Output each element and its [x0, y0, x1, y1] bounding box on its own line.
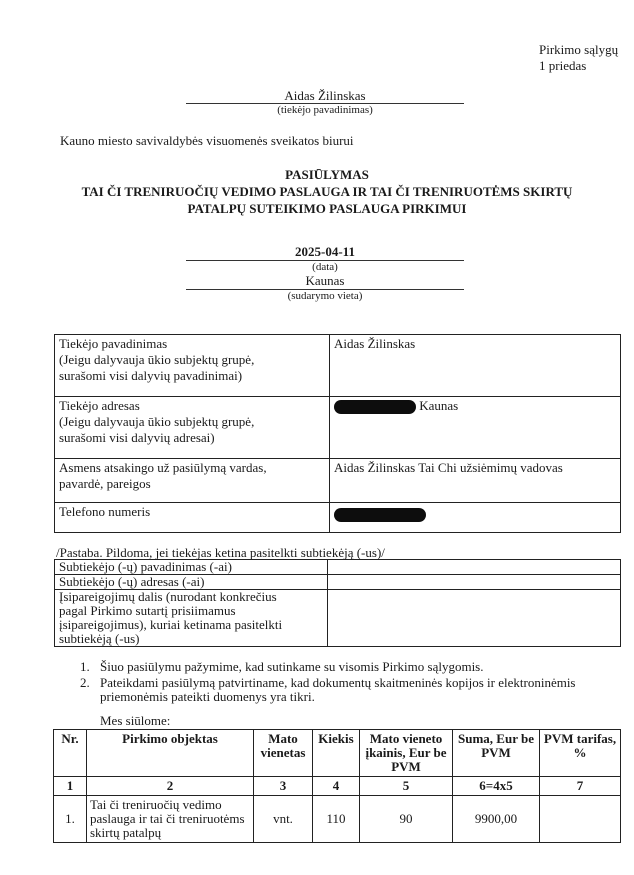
column-header: Kiekis	[313, 730, 360, 777]
annex-line-2: 1 priedas	[539, 58, 587, 73]
column-header: Mato vieneto įkainis, Eur be PVM	[360, 730, 453, 777]
info-label	[55, 503, 330, 533]
subcontractor-table	[54, 559, 621, 647]
sub-row-name	[55, 560, 621, 575]
date-caption: (data)	[312, 261, 338, 273]
label-line: pavardė, pareigos	[59, 476, 151, 491]
sub-row-obligations	[55, 590, 621, 647]
info-row-name	[55, 335, 621, 397]
annex-reference	[539, 42, 618, 74]
info-label	[55, 397, 330, 459]
row-object: Tai či treniruočių vedimo paslauga ir tai či treniruotėms skirtų patalpų	[87, 796, 254, 843]
index-cell: 5	[360, 777, 453, 796]
sub-label	[55, 590, 328, 647]
supplier-name-caption: (tiekėjo pavadinimas)	[277, 104, 373, 116]
info-label	[55, 459, 330, 503]
label-line: (Jeigu dalyvauja ūkio subjektų grupė,	[59, 352, 255, 367]
offer-label: Mes siūlome:	[100, 713, 171, 728]
column-header: Suma, Eur be PVM	[453, 730, 540, 777]
info-value	[330, 503, 621, 533]
sub-row-address	[55, 575, 621, 590]
sub-value	[328, 560, 621, 575]
title-line-1: PASIŪLYMAS	[285, 167, 369, 182]
info-value	[330, 335, 621, 397]
price-table	[53, 729, 621, 843]
list-item-text: Pateikdami pasiūlymą patvirtiname, kad dokumentų skaitmeninės kopijos ir elektroninėmis priemonėmis pateikti duomenys yra tikri.	[100, 675, 576, 704]
table-row	[54, 796, 621, 843]
price-table-index-row	[54, 777, 621, 796]
info-value	[330, 459, 621, 503]
title-line-3: PATALPŲ SUTEIKIMO PASLAUGA PIRKIMUI	[187, 201, 467, 216]
info-value	[330, 397, 621, 459]
sub-label	[55, 575, 328, 590]
label-line: surašomi visi dalyvių pavadinimai)	[59, 368, 243, 383]
row-vat	[540, 796, 621, 843]
label-line: pagal Pirkimo sutartį prisiimamus	[59, 603, 236, 618]
info-row-address	[55, 397, 621, 459]
index-cell: 6=4x5	[453, 777, 540, 796]
contact-person-value: Aidas Žilinskas Tai Chi užsiėmimų vadovas	[334, 460, 563, 475]
index-cell: 4	[313, 777, 360, 796]
list-item-number: 1.	[80, 659, 90, 674]
place-value: Kaunas	[305, 273, 345, 288]
subcontractor-note: /Pastaba. Pildoma, jei tiekėjas ketina pasitelkti subtiekėją (-us)/	[56, 545, 385, 560]
index-cell: 7	[540, 777, 621, 796]
info-row-phone	[55, 503, 621, 533]
label-line: (Jeigu dalyvauja ūkio subjektų grupė,	[59, 414, 255, 429]
info-row-contact	[55, 459, 621, 503]
label-line: Asmens atsakingo už pasiūlymą vardas,	[59, 460, 267, 475]
document-title	[40, 166, 614, 217]
date-value: 2025-04-11	[295, 244, 355, 259]
sub-value	[328, 590, 621, 647]
row-unit-price: 90	[360, 796, 453, 843]
label-line: Tiekėjo pavadinimas	[59, 336, 168, 351]
recipient-line: Kauno miesto savivaldybės visuomenės sveikatos biurui	[60, 133, 354, 148]
info-label	[55, 335, 330, 397]
index-cell: 2	[87, 777, 254, 796]
label-line: Subtiekėjo (-ų) adresas (-ai)	[59, 574, 205, 589]
label-line: subtiekėją (-us)	[59, 631, 140, 646]
column-header: PVM tarifas, %	[540, 730, 621, 777]
sub-value	[328, 575, 621, 590]
row-number: 1.	[54, 796, 87, 843]
list-item-number: 2.	[80, 675, 90, 690]
list-item-text: Šiuo pasiūlymu pažymime, kad sutinkame su visomis Pirkimo sąlygomis.	[100, 659, 484, 674]
label-line: Telefono numeris	[59, 504, 151, 519]
annex-line-1: Pirkimo sąlygų	[539, 42, 619, 57]
redaction-mark	[334, 508, 426, 522]
label-line: Įsipareigojimų dalis (nurodant konkrečius	[59, 589, 277, 604]
row-unit: vnt.	[254, 796, 313, 843]
supplier-address-value: Kaunas	[419, 398, 459, 413]
label-line: surašomi visi dalyvių adresai)	[59, 430, 215, 445]
supplier-info-table	[54, 334, 621, 533]
supplier-name: Aidas Žilinskas	[284, 88, 366, 103]
place-caption: (sudarymo vieta)	[287, 290, 363, 302]
column-header: Nr.	[54, 730, 87, 777]
label-line: įsipareigojimus), kuriai ketinama pasitelkti	[59, 617, 283, 632]
list-item	[80, 660, 628, 674]
label-line: Tiekėjo adresas	[59, 398, 140, 413]
redaction-mark	[334, 400, 416, 414]
row-sum: 9900,00	[453, 796, 540, 843]
column-header: Mato vienetas	[254, 730, 313, 777]
statements-list	[80, 660, 628, 706]
list-item	[80, 676, 628, 704]
index-cell: 1	[54, 777, 87, 796]
sub-label	[55, 560, 328, 575]
title-line-2: TAI ČI TRENIRUOČIŲ VEDIMO PASLAUGA IR TAI ČI TRENIRUOTĖMS SKIRTŲ	[81, 184, 573, 199]
supplier-name-value: Aidas Žilinskas	[334, 336, 416, 351]
column-header: Pirkimo objektas	[87, 730, 254, 777]
index-cell: 3	[254, 777, 313, 796]
label-line: Subtiekėjo (-ų) pavadinimas (-ai)	[59, 559, 232, 574]
row-quantity: 110	[313, 796, 360, 843]
price-table-header-row	[54, 730, 621, 777]
